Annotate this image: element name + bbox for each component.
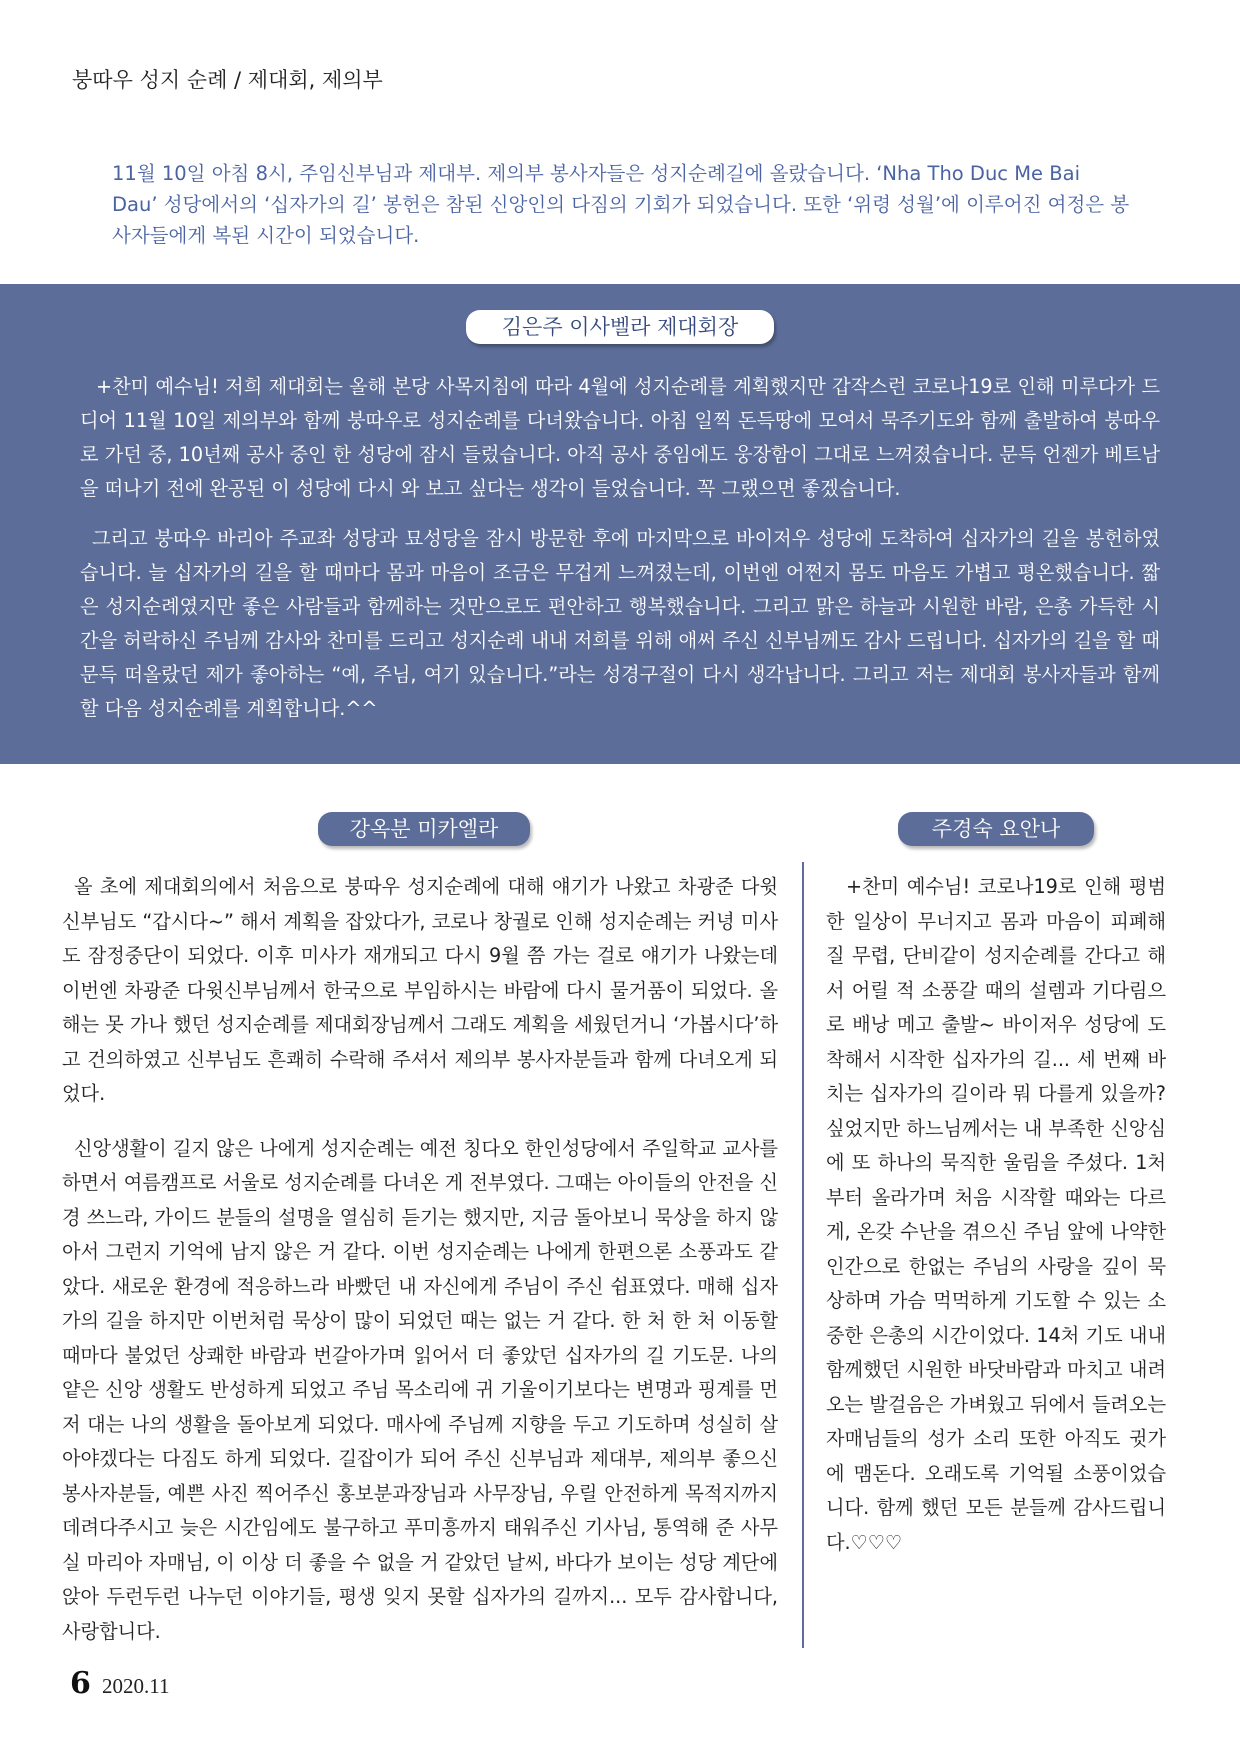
column-divider <box>802 862 804 1648</box>
page-title: 붕따우 성지 순례 / 제대회, 제의부 <box>72 68 383 92</box>
section1-paragraph-1: +찬미 예수님! 저희 제대회는 올해 본당 사목지침에 따라 4월에 성지순례를 계획했지만 갑작스런 코로나19로 인해 미루다가 드디어 11월 10일 제의부와 함께 붕따우로 성지순례를 다녀왔습니다. 아침 일찍 돈득땅에 모여서 묵주기도와 함께 출발하여 붕따우로 가던 중, 10년째 공사 중인 한 성당에 잠시 들렀습니다. 아직 공사 중임에도 웅장함이 그대로 느껴졌습니다. 문득 언젠가 베트남을 떠나기 전에 완공된 이 성당에 다시 와 보고 싶다는 생각이 들었습니다. 꼭 그랬으면 좋겠습니다. <box>80 375 1160 500</box>
issue-date: 2020.11 <box>101 1674 170 1698</box>
section3-body <box>826 870 1166 1560</box>
section2-body <box>62 870 778 1669</box>
section1-paragraph-2: 그리고 붕따우 바리아 주교좌 성당과 묘성당을 잠시 방문한 후에 마지막으로 바이저우 성당에 도착하여 십자가의 길을 봉헌하였습니다. 늘 십자가의 길을 할 때마다 몸과 마음이 조금은 무겁게 느껴졌는데, 이번엔 어쩐지 몸도 마음도 가볍고 평온했습니다. 짧은 성지순례였지만 좋은 사람들과 함께하는 것만으로도 편안하고 행복했습니다. 그리고 맑은 하늘과 시원한 바람, 은총 가득한 시간을 허락하신 주님께 감사와 찬미를 드리고 성지순례 내내 저희를 위해 애써 주신 신부님께도 감사 드립니다. 십자가의 길을 할 때 문득 떠올랐던 제가 좋아하는 “예, 주님, 여기 있습니다.”라는 성경구절이 다시 생각납니다. 그리고 저는 제대회 봉사자들과 함께할 다음 성지순례를 계획합니다.^^ <box>80 527 1160 720</box>
section3-paragraph: +찬미 예수님! 코로나19로 인해 평범한 일상이 무너지고 몸과 마음이 피폐해질 무렵, 단비같이 성지순례를 간다고 해서 어릴 적 소풍갈 때의 설렘과 기다림으로 배낭 메고 출발~ 바이저우 성당에 도착해서 시작한 십자가의 길... 세 번째 바치는 십자가의 길이라 뭐 다를게 있을까? 싶었지만 하느님께서는 내 부족한 신앙심에 또 하나의 묵직한 울림을 주셨다. 1처부터 올라가며 처음 시작할 때와는 다르게, 온갖 수난을 겪으신 주님 앞에 나약한 인간으로 한없는 주님의 사랑을 깊이 묵상하며 가슴 먹먹하게 기도할 수 있는 소중한 은총의 시간이었다. 14처 기도 내내 함께했던 시원한 바닷바람과 마치고 내려오는 발걸음은 가벼웠고 뒤에서 들려오는 자매님들의 성가 소리 또한 아직도 귓가에 맴돈다. 오래도록 기억될 소풍이었습니다. 함께 했던 모든 분들께 감사드립니다.♡♡♡ <box>826 875 1166 1554</box>
intro-paragraph: 11월 10일 아침 8시, 주임신부님과 제대부. 제의부 봉사자들은 성지순례길에 올랐습니다. ‘Nha Tho Duc Me Bai Dau’ 성당에서의 ‘십자가의 길’ 봉헌은 참된 신앙인의 다짐의 기회가 되었습니다. 또한 ‘위령 성월’에 이루어진 여정은 봉사자들에게 복된 시간이 되었습니다. <box>112 162 1130 247</box>
section3-author-label: 주경숙 요안나 <box>898 812 1094 846</box>
section1-author-label: 김은주 이사벨라 제대회장 <box>466 310 774 344</box>
section2-author-label: 강옥분 미카엘라 <box>318 812 530 846</box>
section1-body <box>80 370 1160 742</box>
page-footer <box>70 1666 169 1701</box>
page-number: 6 <box>70 1666 91 1701</box>
section2-paragraph-2: 신앙생활이 길지 않은 나에게 성지순례는 예전 칭다오 한인성당에서 주일학교 교사를 하면서 여름캠프로 서울로 성지순례를 다녀온 게 전부였다. 그때는 아이들의 안전을 신경 쓰느라, 가이드 분들의 설명을 열심히 듣기는 했지만, 지금 돌아보니 묵상을 하지 않아서 그런지 기억에 남지 않은 거 같다. 이번 성지순례는 나에게 한편으론 소풍과도 같았다. 새로운 환경에 적응하느라 바빴던 내 자신에게 주님이 주신 쉼표였다. 매해 십자가의 길을 하지만 이번처럼 묵상이 많이 되었던 때는 없는 거 같다. 한 처 한 처 이동할 때마다 불었던 상쾌한 바람과 번갈아가며 읽어서 더 좋았던 십자가의 길 기도문. 나의 얕은 신앙 생활도 반성하게 되었고 주님 목소리에 귀 기울이기보다는 변명과 핑계를 먼저 대는 나의 생활을 돌아보게 되었다. 매사에 주님께 지향을 두고 기도하며 성실히 살아야겠다는 다짐도 하게 되었다. 길잡이가 되어 주신 신부님과 제대부, 제의부 좋으신 봉사자분들, 예쁜 사진 찍어주신 홍보분과장님과 사무장님, 우릴 안전하게 목적지까지 데려다주시고 늦은 시간임에도 불구하고 푸미흥까지 태워주신 기사님, 통역해 준 사무실 마리아 자매님, 이 이상 더 좋을 수 없을 거 같았던 날씨, 바다가 보이는 성당 계단에 앉아 두런두런 나누던 이야기들, 평생 잊지 못할 십자가의 길까지... 모두 감사합니다, 사랑합니다. <box>62 1136 778 1643</box>
section2-paragraph-1: 올 초에 제대회의에서 처음으로 붕따우 성지순례에 대해 얘기가 나왔고 차광준 다윗신부님도 “갑시다~” 해서 계획을 잡았다가, 코로나 창궐로 인해 성지순례는 커녕 미사도 잠정중단이 되었다. 이후 미사가 재개되고 다시 9월 쯤 가는 걸로 얘기가 나왔는데 이번엔 차광준 다윗신부님께서 한국으로 부임하시는 바람에 다시 물거품이 되었다. 올해는 못 가나 했던 성지순례를 제대회장님께서 그래도 계획을 세웠던거니 ‘가봅시다’하고 건의하였고 신부님도 흔쾌히 수락해 주셔서 제의부 봉사자분들과 함께 다녀오게 되었다. <box>62 875 778 1105</box>
